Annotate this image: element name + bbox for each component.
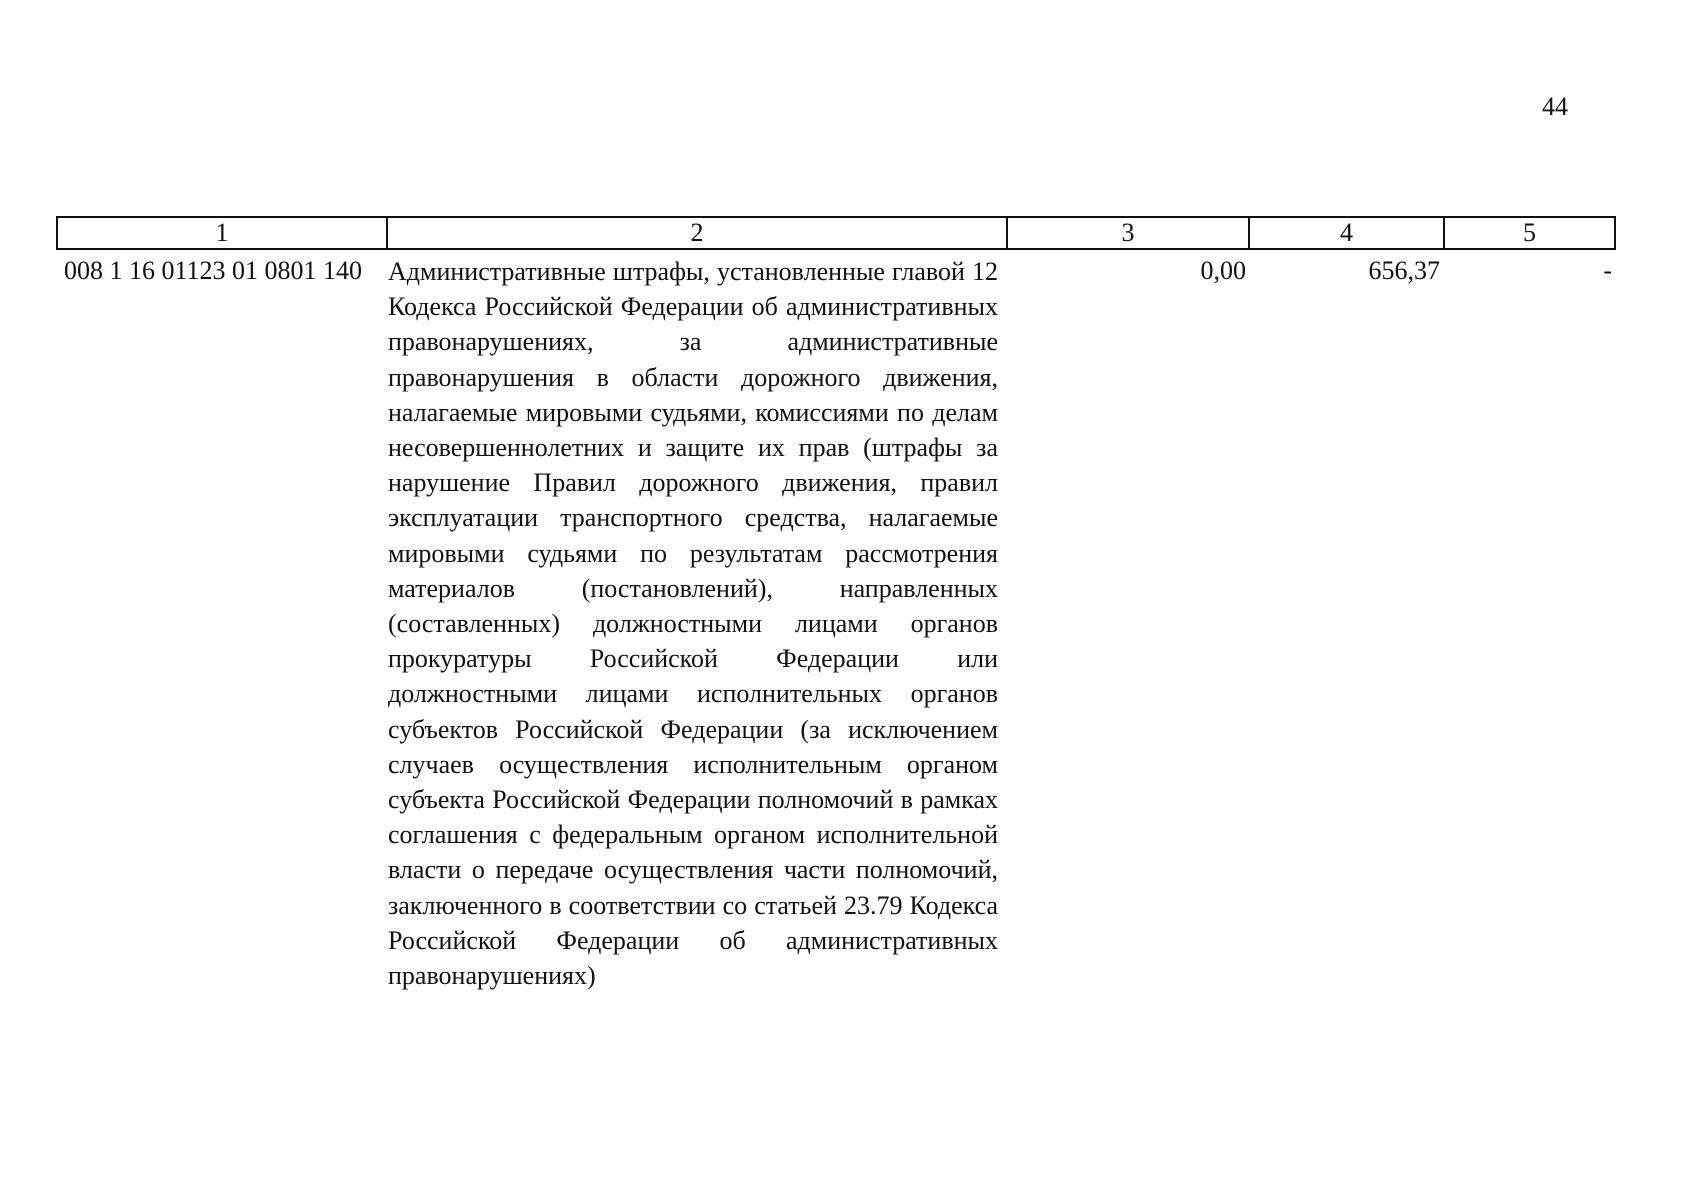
table-header-cell-5: 5 [1523,218,1536,247]
table-header-cell-4: 4 [1250,218,1445,248]
table-header-row [56,216,1616,250]
row-col5-value: - [1603,256,1612,285]
row-col4-value: 656,37 [1368,256,1440,285]
table-header-cell-1: 1 [58,218,388,248]
row-col3-value: 0,00 [1200,256,1246,285]
page-number: 44 [1542,92,1568,121]
row-code: 008 1 16 01123 01 0801 140 [64,256,363,285]
table-header-cell-3: 3 [1008,218,1250,248]
table-header-cell-2: 2 [388,218,1008,248]
row-description: Административные штрафы, установленные главой 12 Кодекса Российской Федерации об административных правонарушениях, за административные правонарушения в области дорожного движения, налагаемые мировыми судьями, комиссиями по делам несовершеннолетних и защите их прав (штрафы за нарушение Правил дорожного движения, правил эксплуатации транспортного средства, налагаемые мировыми судьями по результатам рассмотрения материалов (постановлений), направленных (составленных) должностными лицами органов прокуратуры Российской Федерации или должностными лицами исполнительных органов субъектов Российской Федерации (за исключением случаев осуществления исполнительным органом субъекта Российской Федерации полномочий в рамках соглашения с федеральным органом исполнительной власти о передаче осуществления части полномочий, заключенного в соответствии со статьей 23.79 Кодекса Российской Федерации об административных правонарушениях) [388,257,998,991]
